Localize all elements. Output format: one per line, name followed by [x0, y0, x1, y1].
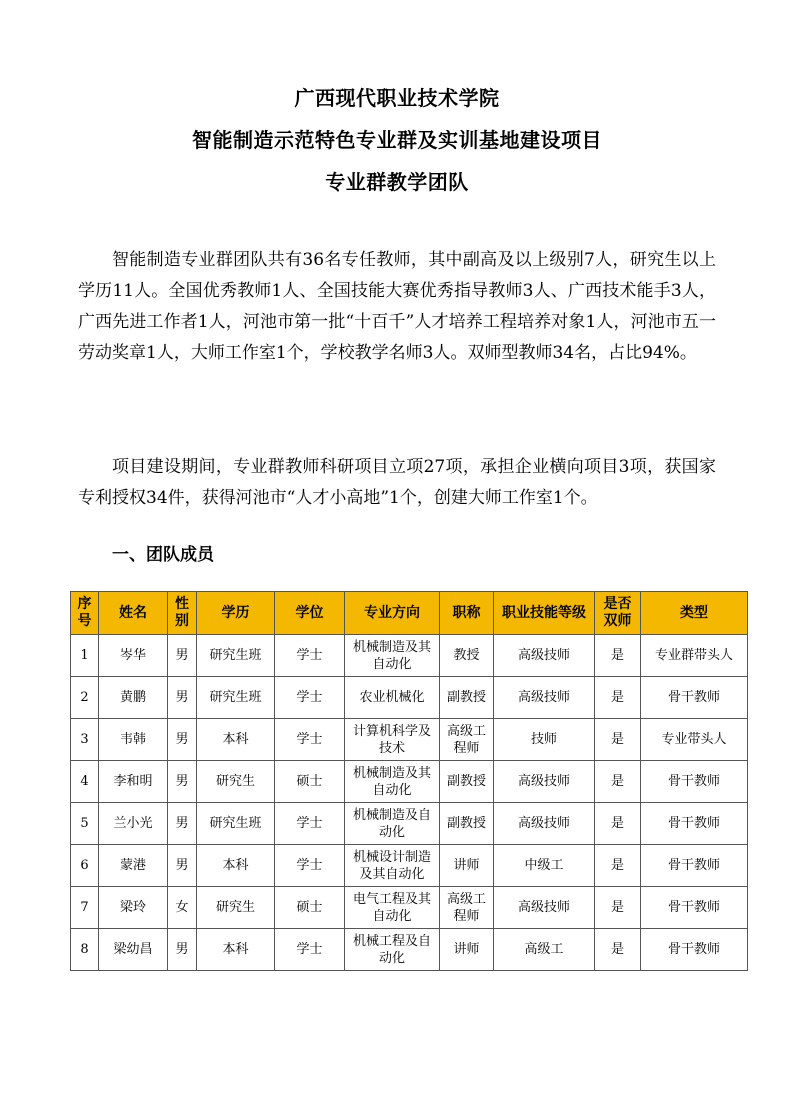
cell-skill-level: 高级技师: [494, 761, 595, 803]
cell-title: 副教授: [440, 677, 494, 719]
cell-skill-level: 技师: [494, 719, 595, 761]
cell-degree: 学士: [275, 677, 345, 719]
cell-seq: 6: [71, 845, 99, 887]
cell-seq: 3: [71, 719, 99, 761]
cell-seq: 7: [71, 887, 99, 929]
cell-degree: 学士: [275, 803, 345, 845]
cell-degree: 硕士: [275, 761, 345, 803]
cell-major: 计算机科学及技术: [345, 719, 440, 761]
cell-type: 骨干教师: [641, 677, 748, 719]
cell-degree: 学士: [275, 719, 345, 761]
cell-gender: 男: [168, 845, 197, 887]
team-title: 专业群教学团队: [325, 170, 469, 194]
cell-name: 梁玲: [99, 887, 168, 929]
cell-major: 机械制造及其自动化: [345, 761, 440, 803]
cell-name: 梁幼昌: [99, 929, 168, 971]
cell-degree: 硕士: [275, 887, 345, 929]
header-type: 类型: [641, 592, 748, 635]
cell-skill-level: 高级技师: [494, 635, 595, 677]
table-row: [71, 803, 748, 845]
cell-type: 骨干教师: [641, 803, 748, 845]
cell-major: 机械制造及自动化: [345, 803, 440, 845]
table-row: [71, 929, 748, 971]
cell-degree: 学士: [275, 635, 345, 677]
cell-skill-level: 高级技师: [494, 677, 595, 719]
cell-name: 韦韩: [99, 719, 168, 761]
table-row: [71, 845, 748, 887]
cell-education: 研究生班: [197, 677, 275, 719]
table-header-row: [71, 592, 748, 635]
cell-education: 研究生: [197, 761, 275, 803]
header-degree: 学位: [275, 592, 345, 635]
cell-dual-teacher: 是: [595, 845, 641, 887]
cell-dual-teacher: 是: [595, 635, 641, 677]
cell-seq: 1: [71, 635, 99, 677]
cell-dual-teacher: 是: [595, 929, 641, 971]
cell-seq: 4: [71, 761, 99, 803]
cell-type: 骨干教师: [641, 761, 748, 803]
header-dual-teacher: 是否双师: [595, 592, 641, 635]
cell-dual-teacher: 是: [595, 677, 641, 719]
cell-gender: 男: [168, 719, 197, 761]
table-row: [71, 887, 748, 929]
header-education: 学历: [197, 592, 275, 635]
cell-gender: 男: [168, 803, 197, 845]
document-title-block: [0, 88, 794, 214]
cell-seq: 5: [71, 803, 99, 845]
header-gender: 性别: [168, 592, 197, 635]
cell-dual-teacher: 是: [595, 761, 641, 803]
cell-major: 电气工程及其自动化: [345, 887, 440, 929]
cell-name: 兰小光: [99, 803, 168, 845]
cell-name: 黄鹏: [99, 677, 168, 719]
cell-major: 农业机械化: [345, 677, 440, 719]
achievements-paragraph: 项目建设期间，专业群教师科研项目立项27项，承担企业横向项目3项，获国家专利授权34件，获得河池市“人才小高地”1个，创建大师工作室1个。: [78, 457, 716, 508]
section-heading: 一、团队成员: [112, 545, 214, 565]
header-major: 专业方向: [345, 592, 440, 635]
cell-gender: 女: [168, 887, 197, 929]
cell-major: 机械工程及自动化: [345, 929, 440, 971]
cell-education: 研究生班: [197, 635, 275, 677]
header-title: 职称: [440, 592, 494, 635]
cell-gender: 男: [168, 635, 197, 677]
table-row: [71, 677, 748, 719]
cell-type: 专业带头人: [641, 719, 748, 761]
table-row: [71, 635, 748, 677]
cell-skill-level: 高级技师: [494, 887, 595, 929]
institution-title: 广西现代职业技术学院: [294, 86, 500, 110]
cell-major: 机械制造及其自动化: [345, 635, 440, 677]
team-members-table: [70, 591, 748, 971]
cell-type: 骨干教师: [641, 929, 748, 971]
cell-dual-teacher: 是: [595, 887, 641, 929]
cell-gender: 男: [168, 929, 197, 971]
cell-title: 高级工程师: [440, 887, 494, 929]
cell-title: 讲师: [440, 929, 494, 971]
header-seq: 序号: [71, 592, 99, 635]
cell-type: 专业群带头人: [641, 635, 748, 677]
cell-skill-level: 高级工: [494, 929, 595, 971]
cell-title: 副教授: [440, 761, 494, 803]
cell-education: 本科: [197, 845, 275, 887]
intro-paragraph: 智能制造专业群团队共有36名专任教师，其中副高及以上级别7人，研究生以上学历11人。全国优秀教师1人、全国技能大赛优秀指导教师3人、广西技术能手3人，广西先进工作者1人，河池市第一批“十百千”人才培养工程培养对象1人，河池市五一劳动奖章1人，大师工作室1个，学校教学名师3人。双师型教师34名，占比94%。: [78, 250, 716, 363]
cell-name: 李和明: [99, 761, 168, 803]
header-name: 姓名: [99, 592, 168, 635]
cell-seq: 8: [71, 929, 99, 971]
cell-seq: 2: [71, 677, 99, 719]
table-row: [71, 719, 748, 761]
cell-education: 本科: [197, 719, 275, 761]
cell-type: 骨干教师: [641, 887, 748, 929]
cell-education: 研究生班: [197, 803, 275, 845]
cell-title: 教授: [440, 635, 494, 677]
cell-title: 讲师: [440, 845, 494, 887]
cell-degree: 学士: [275, 845, 345, 887]
cell-dual-teacher: 是: [595, 803, 641, 845]
table-body: [71, 635, 748, 971]
cell-title: 副教授: [440, 803, 494, 845]
cell-title: 高级工程师: [440, 719, 494, 761]
cell-degree: 学士: [275, 929, 345, 971]
cell-gender: 男: [168, 761, 197, 803]
cell-name: 岑华: [99, 635, 168, 677]
table-row: [71, 761, 748, 803]
cell-gender: 男: [168, 677, 197, 719]
cell-dual-teacher: 是: [595, 719, 641, 761]
cell-major: 机械设计制造及其自动化: [345, 845, 440, 887]
cell-type: 骨干教师: [641, 845, 748, 887]
cell-name: 蒙港: [99, 845, 168, 887]
cell-skill-level: 中级工: [494, 845, 595, 887]
cell-education: 本科: [197, 929, 275, 971]
project-title: 智能制造示范特色专业群及实训基地建设项目: [192, 128, 602, 152]
cell-education: 研究生: [197, 887, 275, 929]
cell-skill-level: 高级技师: [494, 803, 595, 845]
header-skill-level: 职业技能等级: [494, 592, 595, 635]
